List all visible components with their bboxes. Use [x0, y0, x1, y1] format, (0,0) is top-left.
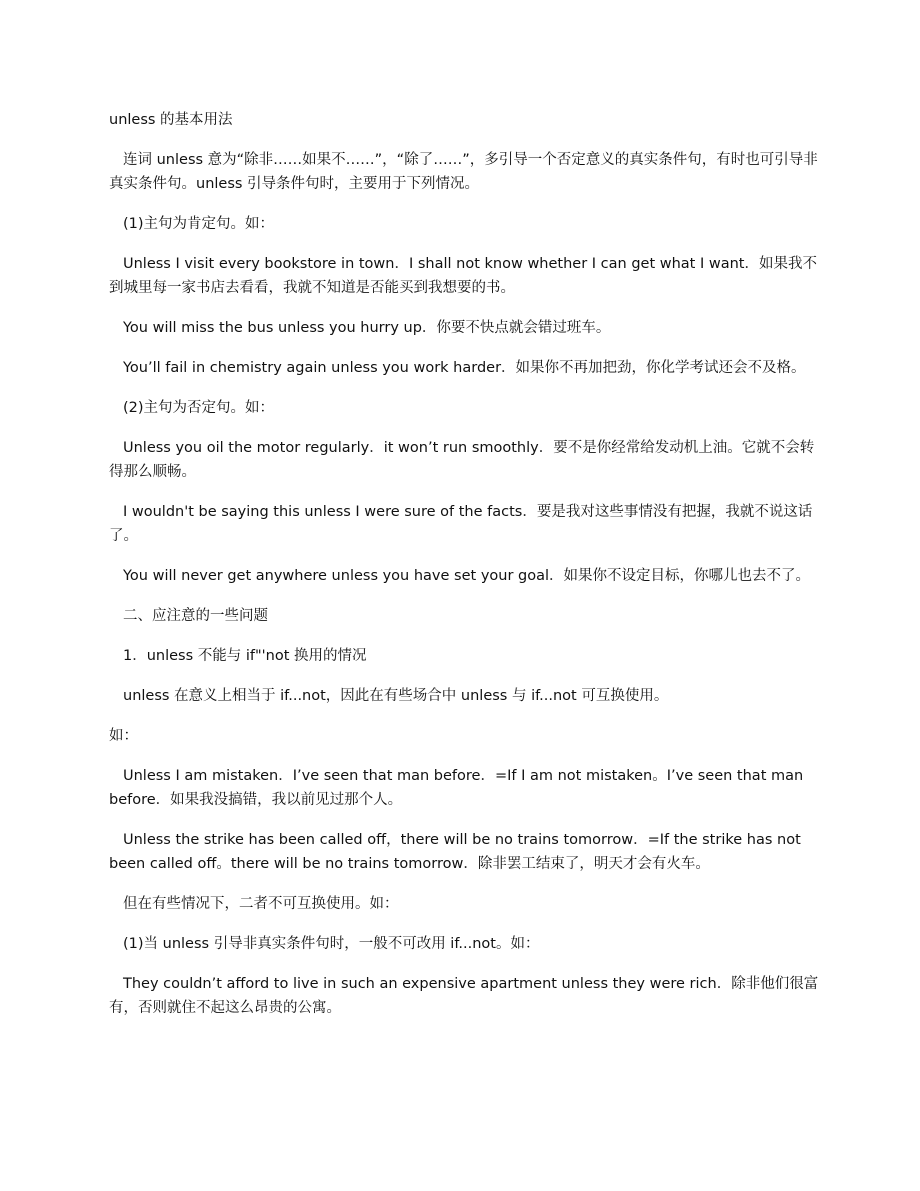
- paragraph-equivalence: unless 在意义上相当于 if...not，因此在有些场合中 unless 与 if...not 可互换使用。: [123, 688, 669, 704]
- paragraph-example-mistaken: Unless I am mistaken．I’ve seen that man before．=If I am not mistaken。I’ve seen that man before．如果我没搞错，我以前见过那个人。: [109, 768, 804, 808]
- paragraph-case-unreal: (1)当 unless 引导非真实条件句时，一般不可改用 if...not。如：: [123, 936, 540, 952]
- paragraph-not-interchangeable: 但在有些情况下，二者不可互换使用。如：: [123, 896, 399, 912]
- paragraph-example-bookstore: Unless I visit every bookstore in town．I shall not know whether I can get what I want．如果我不到城里每一家书店去看看，我就不知道是否能买到我想要的书。: [109, 256, 817, 296]
- paragraph-case-2-heading: (2)主句为否定句。如：: [123, 400, 275, 416]
- paragraph-for-example: 如：: [109, 728, 138, 744]
- subheading-unless-if-not: 1．unless 不能与 if"'not 换用的情况: [123, 648, 367, 664]
- section-heading-issues: 二、应注意的一些问题: [123, 608, 268, 624]
- paragraph-intro: 连词 unless 意为“除非……如果不……”，“除了……”，多引导一个否定意义的真实条件句，有时也可引导非真实条件句。unless 引导条件句时，主要用于下列情况。: [109, 152, 818, 192]
- paragraph-example-goal: You will never get anywhere unless you have set your goal．如果你不设定目标，你哪儿也去不了。: [123, 568, 811, 584]
- paragraph-example-chemistry: You’ll fail in chemistry again unless you work harder．如果你不再加把劲，你化学考试还会不及格。: [123, 360, 806, 376]
- paragraph-example-motor: Unless you oil the motor regularly．it won’t run smoothly．要不是你经常给发动机上油。它就不会转得那么顺畅。: [109, 440, 815, 480]
- paragraph-example-apartment: They couldn’t afford to live in such an expensive apartment unless they were rich．除非他们很富有，否则就住不起这么昂贵的公寓。: [109, 976, 819, 1016]
- paragraph-example-bus: You will miss the bus unless you hurry up．你要不快点就会错过班车。: [123, 320, 611, 336]
- paragraph-example-facts: I wouldn't be saying this unless I were sure of the facts．要是我对这些事情没有把握，我就不说这话了。: [109, 504, 813, 544]
- paragraph-case-1-heading: (1)主句为肯定句。如：: [123, 216, 275, 232]
- document-title: unless 的基本用法: [109, 112, 233, 128]
- paragraph-example-strike: Unless the strike has been called off，there will be no trains tomorrow．=If the strike has not been called off。there will be no trains tomorrow．除非罢工结束了，明天才会有火车。: [109, 832, 801, 872]
- document-body: [109, 108, 819, 1036]
